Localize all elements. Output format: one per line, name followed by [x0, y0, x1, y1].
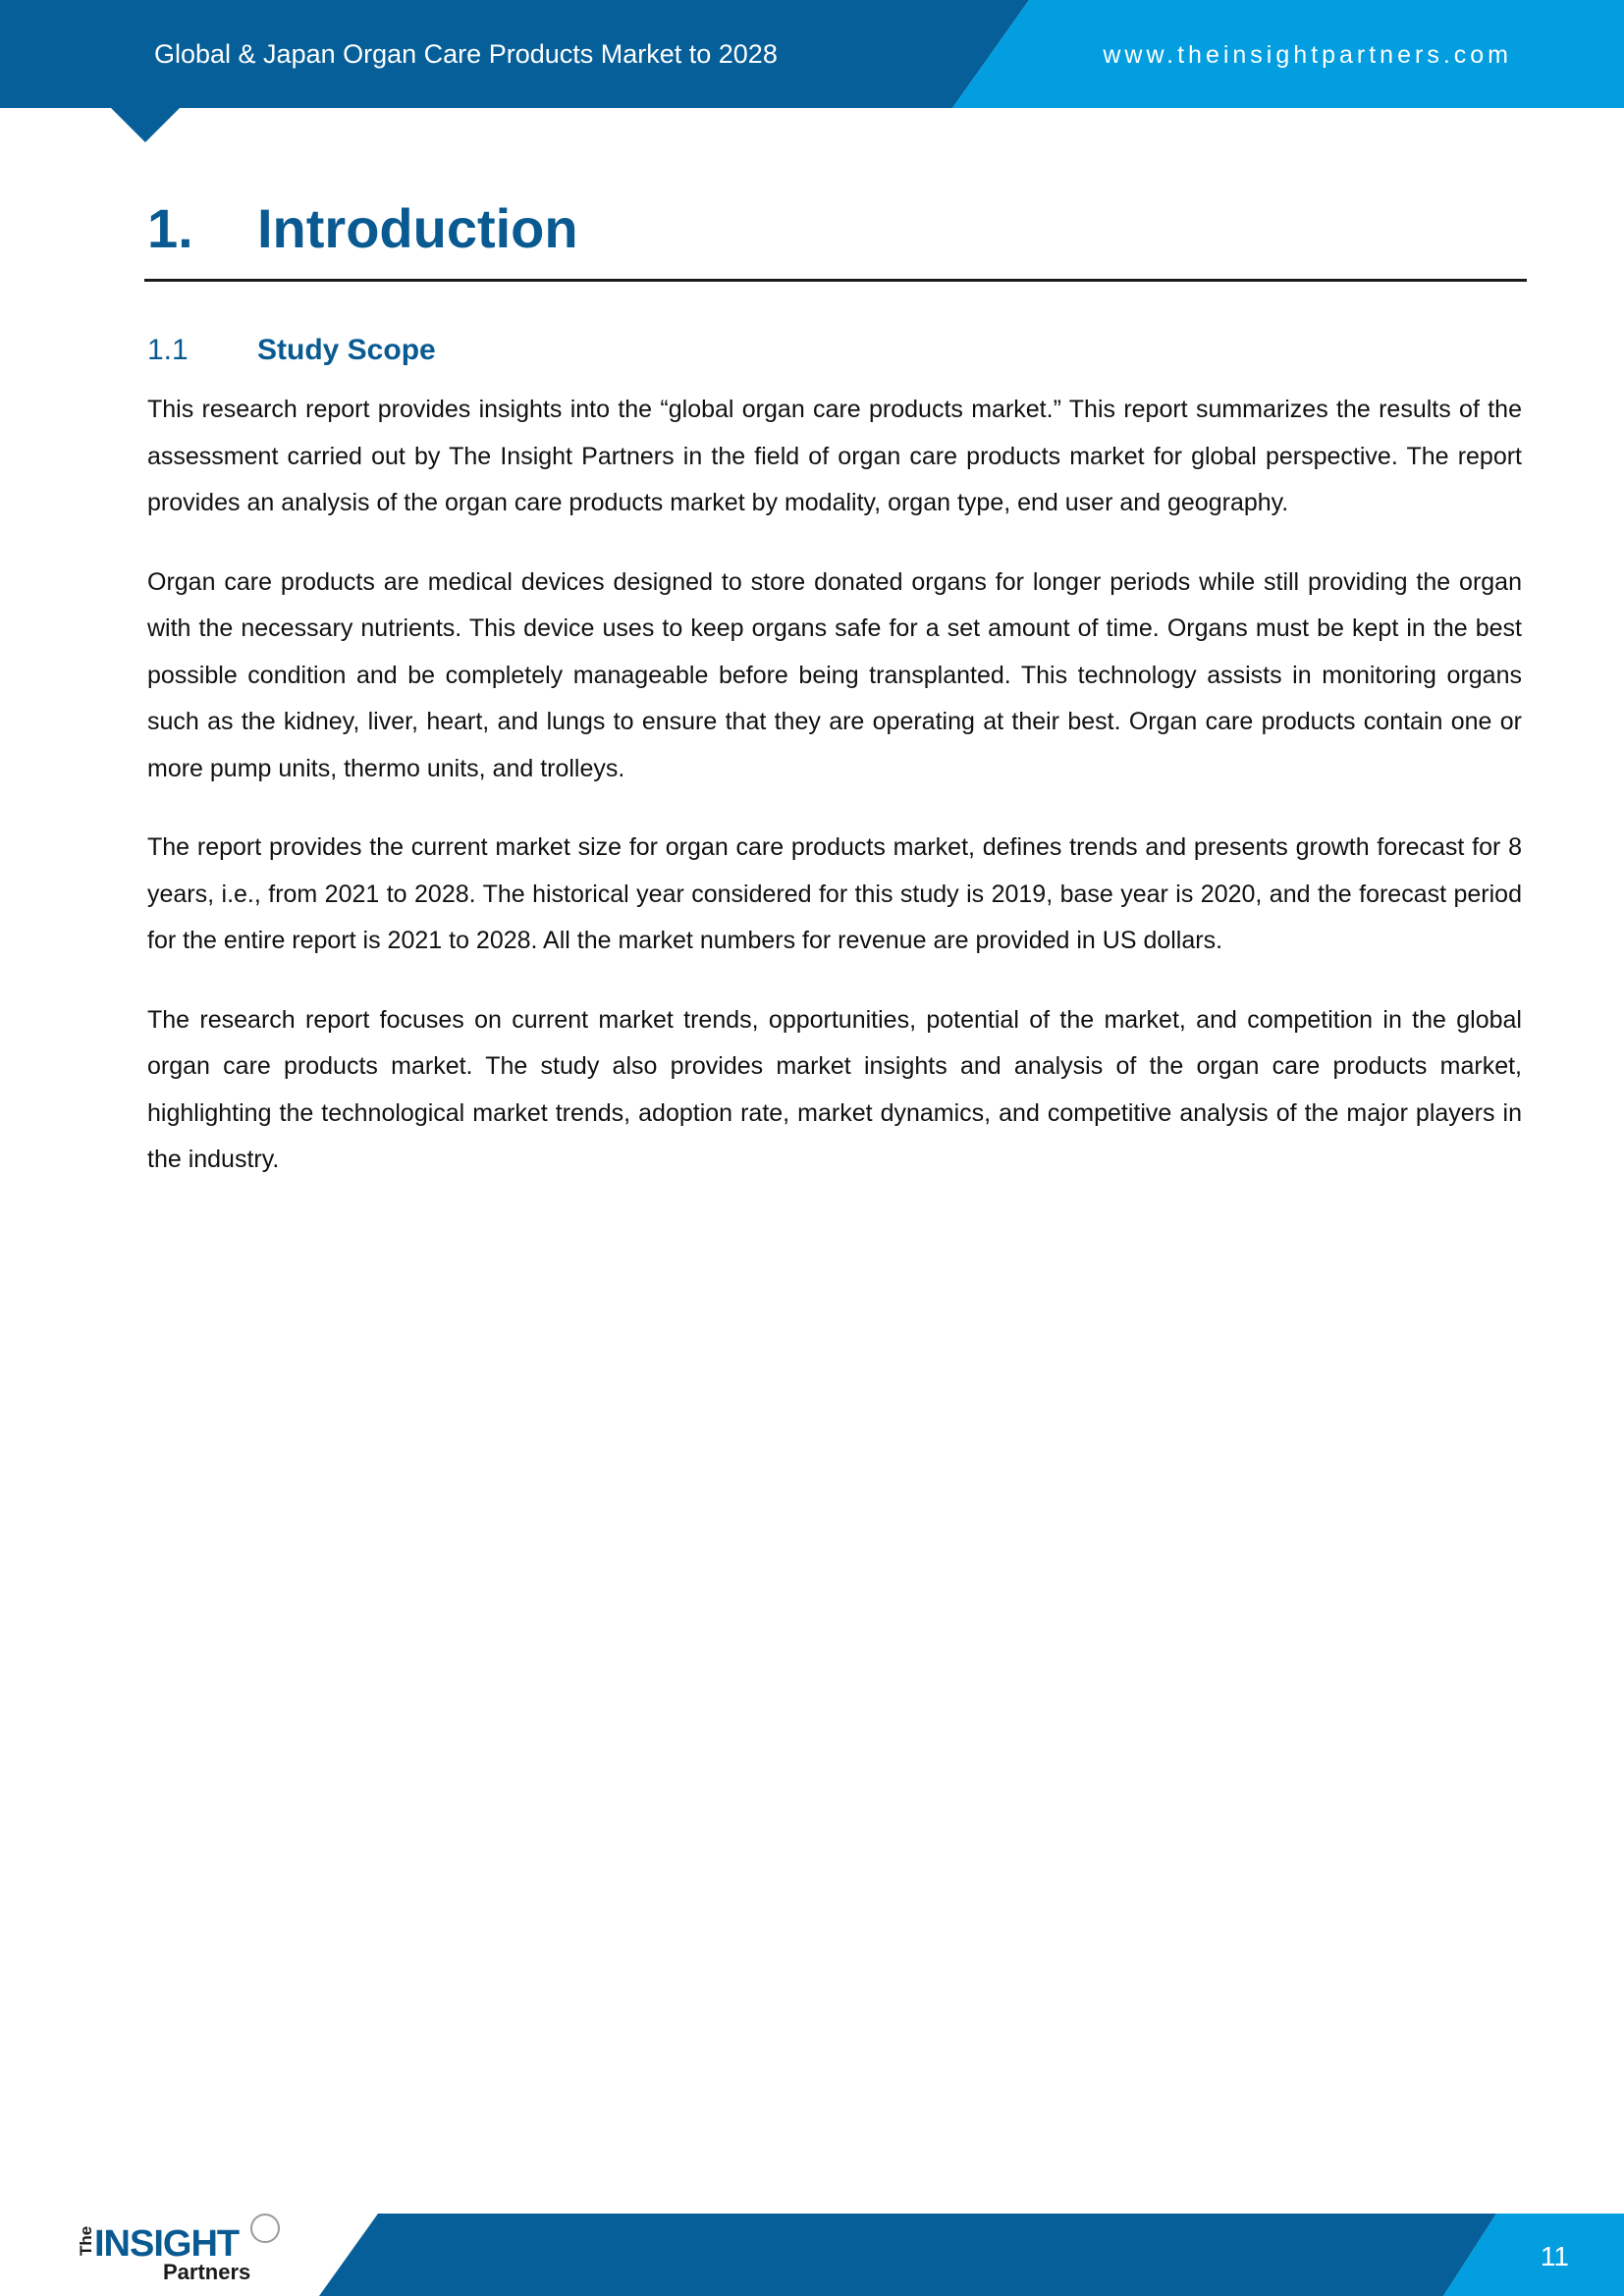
- section-title-text: Introduction: [257, 197, 578, 259]
- paragraph: This research report provides insights into the “global organ care products market.” This report summarizes the results of the assessment carried out by The Insight Partners in the field of organ care products market for global perspective. The report provides an analysis of the organ care products market by modality, organ type, end user and geography.: [147, 396, 1522, 516]
- subsection-heading: [147, 334, 436, 367]
- page-number: 11: [1540, 2241, 1569, 2271]
- section-number: 1.: [147, 197, 193, 259]
- report-title: Global & Japan Organ Care Products Market to 2028: [154, 39, 778, 69]
- paragraph: Organ care products are medical devices designed to store donated organs for longer periods while still providing the organ with the necessary nutrients. This device uses to keep organs safe for a set amount of time. Organs must be kept in the best possible condition and be completely manageable before being transplanted. This technology assists in monitoring organs such as the kidney, liver, heart, and lungs to ensure that they are operating at their best. Organ care products contain one or more pump units, thermo units, and trolleys.: [147, 567, 1522, 782]
- logo-swoosh-icon: [251, 2215, 279, 2242]
- section-divider: [144, 279, 1527, 282]
- header-background: [0, 0, 1624, 147]
- paragraph: The report provides the current market size for organ care products market, defines trends and presents growth forecast for 8 years, i.e., from 2021 to 2028. The historical year considered for this study is 2019, base year is 2020, and the forecast period for the entire report is 2021 to 2028. All the market numbers for revenue are provided in US dollars.: [147, 833, 1522, 954]
- body-text: [147, 387, 1522, 1216]
- page-header: [0, 0, 1624, 108]
- paragraph: The research report focuses on current market trends, opportunities, potential of the market, and competition in the global organ care products market. The study also provides market insights and analysis of the organ care products market, highlighting the technological market trends, adoption rate, market dynamics, and competitive analysis of the major players in the industry.: [147, 1005, 1522, 1173]
- logo-the-text: The: [77, 2225, 95, 2256]
- section-heading: [147, 196, 1528, 260]
- header-pointer-triangle: [111, 108, 180, 142]
- logo-insight-text: INSIGHT: [94, 2223, 240, 2265]
- subsection-title-text: Study Scope: [257, 334, 436, 366]
- insight-partners-logo: [77, 2209, 293, 2287]
- subsection-number: 1.1: [147, 334, 189, 366]
- website-url[interactable]: www.theinsightpartners.com: [1103, 41, 1512, 69]
- logo-partners-text: Partners: [163, 2260, 251, 2284]
